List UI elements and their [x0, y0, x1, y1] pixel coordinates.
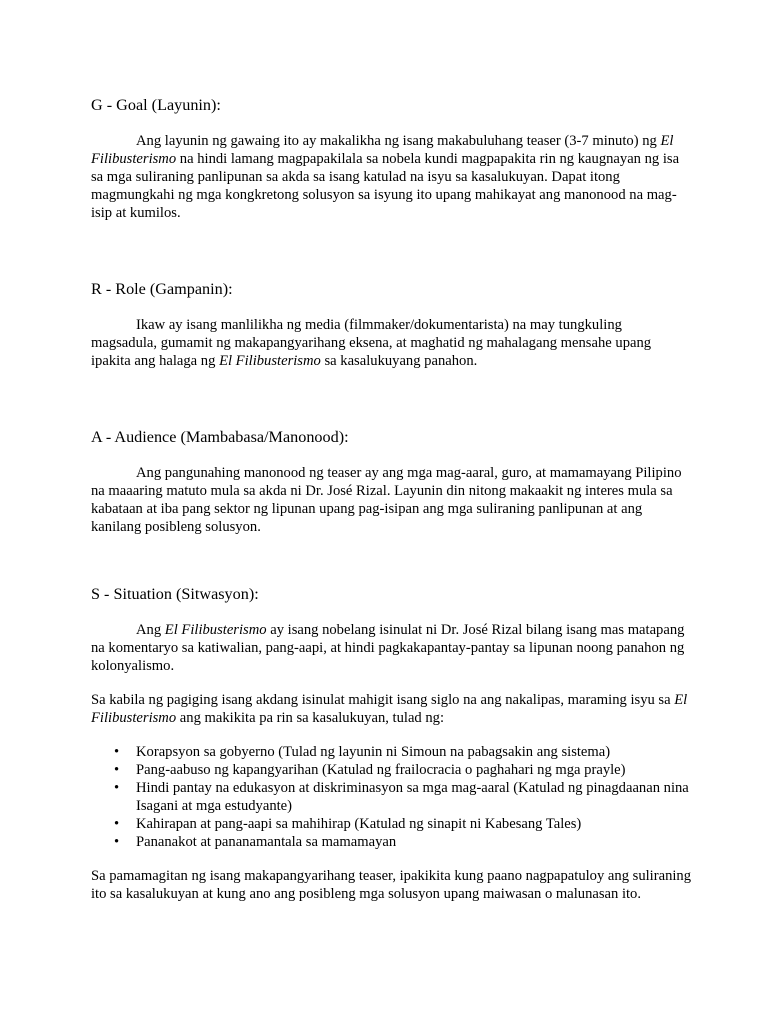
paragraph-situation-1: [91, 621, 691, 675]
heading-role: R - Role (Gampanin):: [91, 280, 233, 298]
text-span: Ang layunin ng gawaing ito ay makalikha ng isang makabuluhang teaser (3-7 minuto) ng: [136, 133, 661, 149]
section-audience: [91, 427, 691, 536]
text-span: Sa kabila ng pagiging isang akdang isinulat mahigit isang siglo na ang nakalipas, maraming isyu sa: [91, 692, 675, 708]
list-item: • Korapsyon sa gobyerno (Tulad ng layunin ni Simoun na pabagsakin ang sistema): [136, 743, 691, 761]
italic-title: El Filibusterismo: [164, 622, 267, 638]
paragraph-role: [91, 316, 691, 370]
list-item: • Pananakot at pananamantala sa mamamayan: [136, 833, 691, 851]
paragraph-audience: Ang pangunahing manonood ng teaser ay ang mga mag-aaral, guro, at mamamayang Pilipino na maaaring matuto mula sa akda ni Dr. José Rizal. Layunin din nitong makaakit ng interes mula sa kabataan at iba pang sektor ng lipunan upang pag-isipan ang mga suliraning panlipunan at ang kanilang posibleng solusyon.: [91, 465, 682, 535]
section-situation: [91, 584, 691, 903]
paragraph-situation-3: Sa pamamagitan ng isang makapangyarihang teaser, ipakikita kung paano nagpapatuloy ang suliraning ito sa kasalukuyan at kung ano ang posibleng mga solusyon upang maiwasan o malunasan ito.: [91, 868, 692, 902]
text-span: na hindi lamang magpapakilala sa nobela kundi magpapakita rin ng kaugnayan ng isa sa mga suliraning panlipunan sa akda sa isang katulad na isyu sa kasalukuyan. Dapat itong magmungkahi ng mga kongkretong solusyon sa isyung ito upang mahikayat ang manonood na mag-isip at kumilos.: [91, 151, 680, 221]
section-role: [91, 279, 691, 370]
heading-audience: A - Audience (Mambabasa/Manonood):: [91, 428, 349, 446]
text-span: ang makikita pa rin sa kasalukuyan, tulad ng:: [176, 710, 445, 726]
heading-situation: S - Situation (Sitwasyon):: [91, 585, 259, 603]
paragraph-situation-2: [91, 691, 691, 727]
paragraph-goal: [91, 132, 691, 222]
list-item: • Pang-aabuso ng kapangyarihan (Katulad ng frailocracia o paghahari ng mga prayle): [136, 761, 691, 779]
italic-title: El Filibusterismo: [219, 353, 321, 369]
text-span: ay isang nobelang isinulat ni Dr. José Rizal bilang isang mas matapang na komentaryo sa katiwalian, pang-aapi, at hindi pagkakapantay-pantay sa lipunan noong panahon ng kolonyalismo.: [91, 622, 685, 674]
section-goal: [91, 95, 691, 222]
heading-goal: G - Goal (Layunin):: [91, 96, 221, 114]
list-item: • Kahirapan at pang-aapi sa mahihirap (Katulad ng sinapit ni Kabesang Tales): [136, 815, 691, 833]
italic-title: El Filibusterismo: [91, 692, 688, 726]
issue-list: [91, 743, 691, 851]
italic-title: El Filibusterismo: [91, 133, 674, 167]
text-span: Ang: [136, 622, 165, 638]
text-span: Ikaw ay isang manlilikha ng media (filmmaker/dokumentarista) na may tungkuling magsadula, gumamit ng makapangyarihang eksena, at maghatid ng mahalagang mensahe upang ipakita ang halaga ng: [91, 317, 652, 369]
list-item: • Hindi pantay na edukasyon at diskriminasyon sa mga mag-aaral (Katulad ng pinagdaanan nina Isagani at mga estudyante): [136, 779, 691, 815]
text-span: sa kasalukuyang panahon.: [320, 353, 478, 369]
document-body: [91, 95, 691, 903]
